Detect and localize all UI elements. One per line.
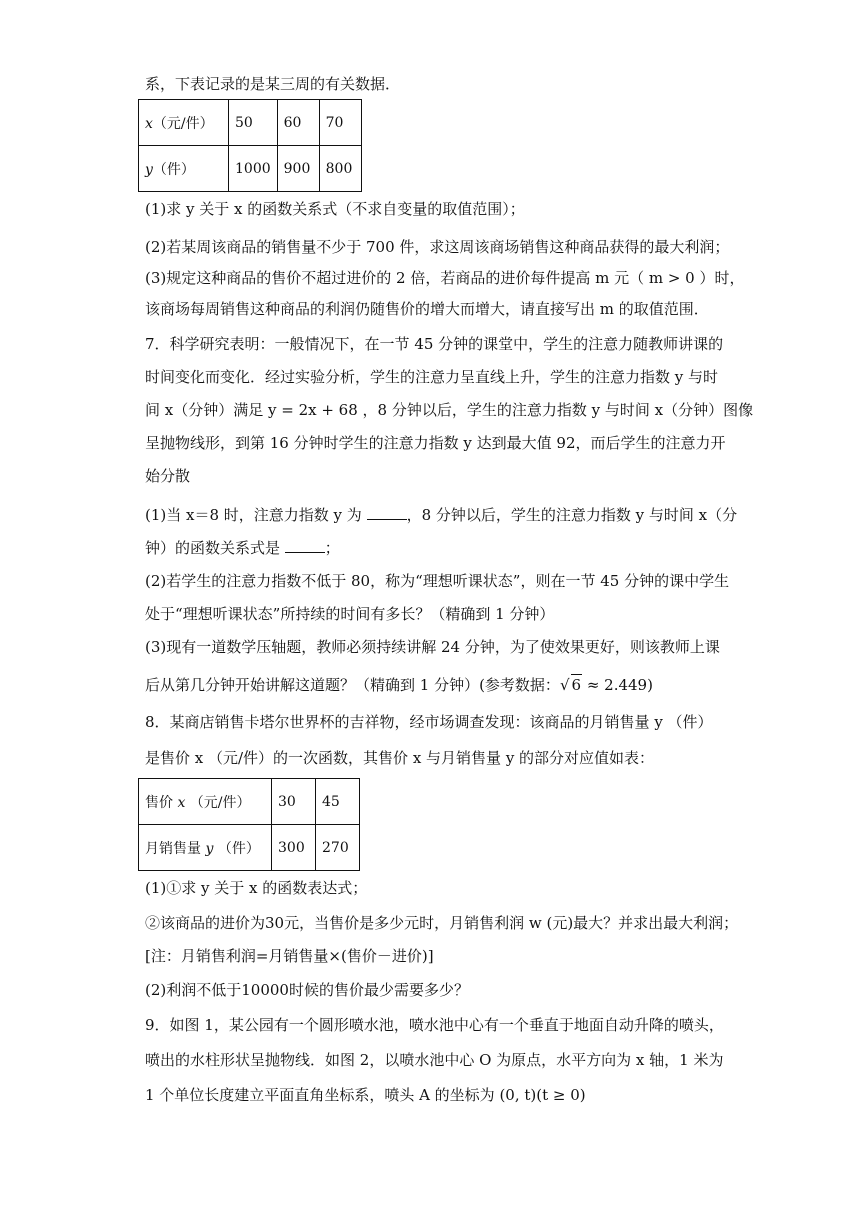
table-cell: 45 — [316, 779, 360, 825]
q6-part2: (2)若某周该商品的销售量不少于 700 件，求这周该商场销售这种商品获得的最大利润； — [145, 238, 730, 256]
q8-part1-a: (1)①求 y 关于 x 的函数表达式； — [145, 879, 368, 897]
q8-part1-note: [注：月销售利润=月销售量×(售价－进价)] — [145, 947, 434, 965]
table-cell: 70 — [319, 100, 361, 146]
intro-text: 系，下表记录的是某三周的有关数据． — [145, 75, 401, 93]
q7-line4: 呈抛物线形，到第 16 分钟时学生的注意力指数 y 达到最大值 92，而后学生的注意力开 — [145, 434, 726, 452]
q7-line3: 间 x（分钟）满足 y = 2x + 68 ，8 分钟以后，学生的注意力指数 y 与时间 x（分钟）图像 — [145, 401, 754, 419]
q7-line5: 始分散 — [145, 467, 191, 485]
table-row — [139, 825, 360, 871]
q8-part1-b: ②该商品的进价为30元，当售价是多少元时，月销售利润 w (元)最大？并求出最大利润； — [145, 914, 739, 932]
q7-part2-line2: 处于“理想听课状态”所持续的时间有多长？（精确到 1 分钟） — [145, 605, 555, 623]
q7-line2: 时间变化而变化．经过实验分析，学生的注意力呈直线上升，学生的注意力指数 y 与时 — [145, 368, 719, 386]
answer-blank — [285, 538, 325, 553]
table-cell: 30 — [272, 779, 316, 825]
table-cell: 270 — [316, 825, 360, 871]
q7-part3-line2: 后从第几分钟开始讲解这道题？（精确到 1 分钟）(参考数据：√ 6 ≈ 2.449) — [145, 676, 653, 694]
table-row — [139, 146, 362, 192]
table-cell: 1000 — [229, 146, 278, 192]
sqrt-symbol: √ — [559, 676, 570, 694]
q6-part3-line2: 该商场每周销售这种商品的利润仍随售价的增大而增大，请直接写出 m 的取值范围． — [145, 300, 709, 318]
q7-part1-line1: (1)当 x＝8 时，注意力指数 y 为 ，8 分钟以后，学生的注意力指数 y 与时间 x（分 — [145, 506, 738, 524]
q6-part1: (1)求 y 关于 x 的函数关系式（不求自变量的取值范围）； — [145, 200, 525, 218]
q7-line1: 7．科学研究表明：一般情况下，在一节 45 分钟的课堂中，学生的注意力随教师讲课的 — [145, 335, 724, 353]
table-cell: 300 — [272, 825, 316, 871]
q9-line2: 喷出的水柱形状呈抛物线．如图 2，以喷水池中心 O 为原点，水平方向为 x 轴，1 米为 — [145, 1051, 724, 1069]
price-sales-table — [138, 99, 362, 192]
price-monthly-sales-table — [138, 778, 360, 871]
table-row — [139, 100, 362, 146]
q9-line1: 9．如图 1，某公园有一个圆形喷水池，喷水池中心有一个垂直于地面自动升降的喷头， — [145, 1016, 724, 1034]
q8-line2: 是售价 x （元/件）的一次函数，其售价 x 与月销售量 y 的部分对应值如表： — [145, 749, 655, 767]
table-cell: 50 — [229, 100, 278, 146]
q8-line1: 8．某商店销售卡塔尔世界杯的吉祥物，经市场调查发现：该商品的月销售量 y （件） — [145, 713, 713, 731]
table-cell: 800 — [319, 146, 361, 192]
table-cell: 60 — [277, 100, 319, 146]
q9-line3: 1 个单位长度建立平面直角坐标系，喷头 A 的坐标为 (0, t)(t ≥ 0) — [145, 1086, 586, 1104]
answer-blank — [367, 505, 407, 520]
row-header: 售价 x （元/件） — [139, 779, 272, 825]
q7-part1-line2: 钟）的函数关系式是 ； — [145, 539, 340, 557]
q8-part2: (2)利润不低于10000时候的售价最少需要多少？ — [145, 981, 469, 999]
q7-part2-line1: (2)若学生的注意力指数不低于 80，称为“理想听课状态”，则在一节 45 分钟的课中学生 — [145, 572, 730, 590]
row-header: y（件） — [139, 146, 229, 192]
q7-part3-line1: (3)现有一道数学压轴题，教师必须持续讲解 24 分钟，为了使效果更好，则该教师上课 — [145, 638, 720, 656]
q6-part3-line1: (3)规定这种商品的售价不超过进价的 2 倍，若商品的进价每件提高 m 元（ m > 0 ）时， — [145, 269, 745, 287]
row-header: 月销售量 y （件） — [139, 825, 272, 871]
table-row — [139, 779, 360, 825]
row-header: x（元/件） — [139, 100, 229, 146]
table-cell: 900 — [277, 146, 319, 192]
